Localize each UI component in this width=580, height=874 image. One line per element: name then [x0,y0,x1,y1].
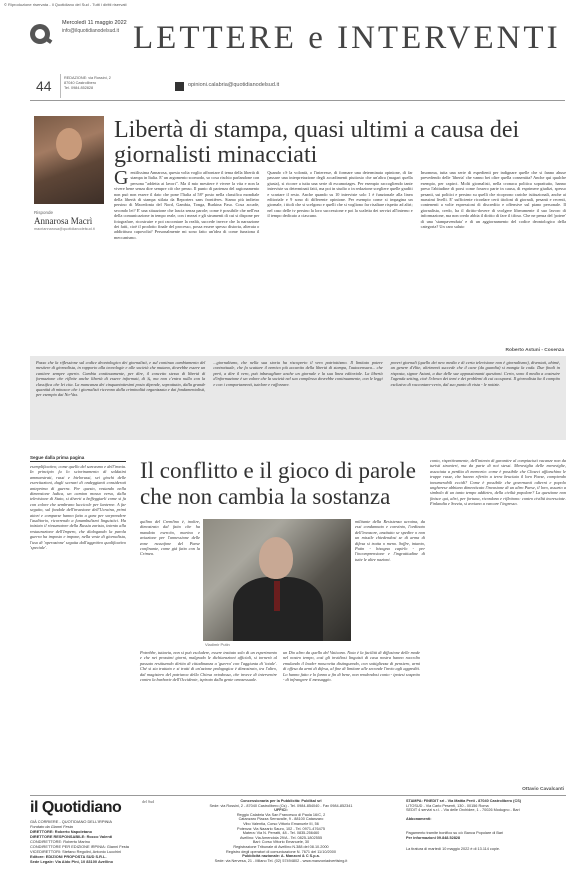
article1-column: Quando c'è la volontà, o l'interesse, di formare una determinata opinione, di far passare una interpretazione degli accadimenti piuttosto che un'altra (magari quella giusta), si ricorre a tutta una serie di escamotages. Per esempio raccogliendo tante interviste su determinati fatti, ma poi in studio o in redazione scegliere quelle graditi e scartare il resto. Anche quando su 10 interviste solo 1 è funzionale alla linea editoriale e 9 sono di differente opinione. Per esempio come si impagina un giornale, i titoli che si scelgono e quelli che si vogliono far risaltare rispetto ad altri; nel caso delle tv persino la loro successione e poi la scaletta dei servizi all'interno e il tempo dedicato a ciascuno. [267,170,413,219]
footer-line: Registrazione Tribunale di Avellino N.388 del 08.10.2000 [233,844,329,849]
footer-advertising-info [166,799,396,863]
article1-column: Insomma, tutta una serie di espedienti per indignare quelle che si fanno ahuse prevedendo delle 'liberta' che vanno bei oltre quella consentita? Anche qui qualche esempio, per capirci. Molti giornalisti, nella cronaca politica soprattutto, hanno preso l'abitudine di porsi come fossero parte in causa, di esprimere giudizi, spesso pesanti, sui politici e persino su quelli che ricoprono cariche istituzionali, anche ai massimi livelli. E' sufficiente ricordare certi titoloni di giornali, pesanti e recenti, contenenti a volte espressioni di discredito e offensive sul piano personale. Il giornalista, credo, ha il diritto-dovere di svolgere liberamente il suo lavoro di informazione, ma non credo abbia il diritto di fare il tifoso. Che ne pensa del 'potere' di una 'stampavenduta' e di un aggiornamento del codice deontologico della categoria? Un caro saluto [420,170,566,230]
masthead [0,14,580,104]
author-name: Annarosa Macrì [34,216,93,226]
redazione-line: REDAZIONE: via Rossini, 2 [64,76,111,80]
article2-column: militante della Resistenza ucraina, da essi condannato e convinto, l'ordinato dell'invasore, anzitutto se spedire o non un missile chiedendosi se di arma di difesa si tratta o meno. Soffre, intanto, Putin - bisogna capirlo - per l'incomprensione e l'ingratitudine di tutte le altre nazioni. [355,519,425,562]
footer-line: La tiratura di martedì 10 maggio 2022 è di 13.114 copie. [406,846,501,851]
redazione-line: 87040 Castrolibero [64,80,97,85]
footer-line: VICEDIRETTORI: Stefano Regolini, Antonio Lucchini [30,849,122,854]
footer-line: Pubblicità nazionale: A. Manzoni & C S.p.a. [242,854,320,859]
photo-figure-tie [274,581,280,611]
article1-headline: Libertà di stampa, quasi ultimi a causa dei giornalisti minacciati [114,117,520,168]
footer-line: Bari: Corso Vittorio Emanuele, 30 [252,840,310,845]
segue-label: Segue dalla prima pagina [30,455,85,460]
footer-line: Potenza: Via Nazario Sauro, 102 - Tel. 0971-476475 [237,826,325,831]
footer-line: Registro degli operatori di comunicazione N. 7671 del 11/10/2000 [226,849,336,854]
article1-col1-text: entilissima Annarosa, questa volta voglio affrontare il tema della libertà di stampa in Italia. E' un argomento scomodo, so cosa rischio parlandone con persona "addetta ai lavori". Ma il mio mestiere è vivere la vita e non la vivere bene senza dire sempre ciò che penso. Il punto di partenza del ragionamento non può non essere il dato che pone l'Italia al 58° posto nella classifica mondiale della libertà di stampa stilata da Reporters sans frontières. Siamo più indietro persino di Macedonia del Nord, Gambia, Tonga, Burkina Faso. Cosa accade, secondo lei? E' una situazione che lascia senza parole; come è possibile che nell'era della comunicazione in tempo reale, con i mezzi e gli strumenti di cui si dispone per fotografare, ricostruire e poi raccontare la realtà, succede invece che la narrazione dei fatti, cioè il prodotto finale del processo, possa essere spesso distorta, alterata o addirittura capovolta? Personalmente mi sono fatto un'idea di come funziona il meccanismo. [114,170,260,240]
footer-logo: il Quotidiano [30,799,122,816]
footer-logo-sub: del Sud [142,799,155,804]
footer-line: SEDIT 4 servizi s.r.l. - Via delle Orchidee, 1 - 70026 Modugno - Bari [406,808,520,813]
author-face [56,128,82,160]
author-email[interactable]: macriannarosa@quotidianodelsud.it [34,227,95,231]
article2-left-column: esemplificativo; come quello del sarcasmo e dell'ironia. In principio fu lo sciorinamento di soldatini ammaestrati, russi e bielorussi, sei giochi delle esercitazioni, dagli scenari di ondeggianti considerati anteprima di guerra. Per questo, restando nella dimensione ludica, un camion mosso verso, dalla televisione di Stato, si diverti a beffeggiarli come si fa con colore che sembrano luccicole per lanterne. A far seguito, sul fondale dell'invasione dell'Ucraina, primi attori e comparse hanno fatto a gara per sorprendere l'auditorio, ricorrendo a funambulismi linguistici. Ha iniziato il riesumatore della Russia zarista, intento alla restaurazione dell'Impero, che dialogando la parola guerra ha imposto e impone, nella veste di giornalista, l'uso di 'operazione' seguita dall'aggettivo qualificativo 'speciale'. [30,464,126,551]
footer-print-info [406,799,566,851]
photo-caption: Vladimir Putin [205,642,230,647]
footer-line: Concessionaria per la Pubblicità: Publikal srl [240,799,322,803]
info-email[interactable]: info@ilquotidianodelsud.it [62,28,120,34]
article2-signature: Ottavio Cavalcanti [522,787,564,792]
redazione-line: Tel. 0984.852828 [64,85,94,90]
footer-line: Avellino: Via Amendola 29/A - Tel. 0825-1802555 [239,835,323,840]
footer-line: CONDIRETTORE PER EDIZIONE IRPINIA: Gianni Festa [30,844,129,849]
footer-line: Editore: EDIZIONI PROPOSTA SUD S.R.L. [30,854,107,859]
reply-column: poveri giornali (quello dei new media e di certa televisione non è giornalismo), diventati, ahimè, un genere d'élite, altrimenti succede che il cane (da guardia) si mangia la coda. Due finali in risposta, signor Astuni, a due delle sue appassionanti questioni. Certo, sono il media a costruire l'agenda setting, cioè l'elenco dei temi e dei problemi di cui occuparsi. Il giornalista ha il compito esclusivo di raccontare-certo, dal suo punto di vista - le notizie. [390,360,560,387]
masthead-divider [30,100,565,101]
article2-column: Potrebbe, tuttavia, non si può escludere, essere trattato solo di un esperimento e che nei prossimi giorni, malgrado le dichiarazioni ufficiali, si tornerà al passato restituendo diritto di cittadinanza a 'guerra' con l'aggiunta di 'totale'. Ché si sia trattato e si tratti di un'azione pedagogica è dimostrato, tra l'altro, dal magistero del patriarca della Chiesa ortodossa, che invece di intervenire contro la barbarie dell'Occidente, ispirato dalla gente omosessuale. [140,650,277,683]
footer-line: Pagamento tramite bonifico su c/c Banca Popolare di Bari [406,831,504,836]
page-number: 44 [36,78,52,94]
quotidiano-logo-tail-icon [44,36,53,44]
footer-line: Per informazioni 09.848.52828 [406,835,461,840]
footer-line: Fondato da Gianni Festa [30,824,73,829]
footer-line: CONDIRETTORE: Roberto Marino [30,839,91,844]
article2-column: conto, rispettivamente, dell'intento di garantire al compiaciuti vacanze non da turisti stranieri, ma da parte di noi stessi. Meraviglia delle meraviglie, associata a perdita di memoria: come è possibile che Closeci affianchino le truppe russe, che hanno riferito a terra bruciata il loro Paese, compiendo innumerabili eccidi? Come è possibile che governanti odierni e popolo ungherese abbiano dimenticato l'invasione di un altro Paese, il loro, assurto a simbolo di un tanto tempo addietro, della civiltà popolare? La questione non finisce qui, altri, per fortuna, ricordano e riflettono: contro civiltà incresciate. Finlandia e Svezia, si avviano a varcare l'ingresso. [430,458,566,507]
section-title: LETTERE e INTERVENTI [133,20,561,56]
putin-photo [203,519,351,641]
footer-line: Vibo Valentia, Corso Vittorio Emanuele III, 56 [243,821,319,826]
footer-line: Catanzaro Piazza Serravalle, 9 - 88100 Catanzaro [238,817,324,822]
dropcap: G [114,167,129,189]
opinioni-email[interactable]: opinioni.calabria@quotidianodelsud.it [188,82,280,88]
page-number-divider [60,74,61,98]
article2-column: un Dio altro da quello del Vaticano. Nota è la facilità di diffusione delle mode nel nostro tempo, così gli invidiosi linguisti di casa nostra hanno raccolto emulando il leader moscovita distinguendo, con sottigliezza di pensiero, armi di offesa da armi di difesa, al fine di limitare alle seconde l'invio agli aggrediti. Lo hanno fatto e lo fanno a fin di bene, non rendendosi conto - ipotesi sospetto - di infrangere il messaggio. [283,650,420,683]
footer-line: Abbonamenti: [406,816,432,821]
footer-line: LITOSUD - Via Carlo Pesenti, 130 - 00156 Roma [406,803,489,808]
footer-line: UFFICI: [274,808,288,813]
reply-column: ...giornalismo, che nella sua storia ha riscoperto il vero patriottismo. Il limitato potere contrattuale, che fa scattare il nemico più accanito della libertà di stampa, l'autocensura... che però, a dire il vero, può inbavagliare anche un giornale e la sua linea editoriale. La libertà d'informazione è un valore che la società nel suo complesso dovrebbe continuamente, con le leggi e con i comportamenti, tutelare e rafforzare. [213,360,383,387]
footer-divider [30,795,566,796]
footer-line: Sede Legale: Via Aldo Pini, 10 83100 Avellino [30,859,113,864]
footer-line: Reggio Calabria Via San Francesco di Paola 16/C, 2 [236,812,326,817]
article2-column: quilino del Cremlino è, inoltre, dimostrato dal fatto che ha mandato esercito, marina e aviazione per l'annessione delle zone russofone del Paese confinante, come già fatto con la Crimea. [140,519,200,557]
top-note: © Riproduzione riservata - Il Quotidiano del Sud - Tutti i diritti riservati [4,2,127,7]
email-square-icon [175,82,184,91]
footer-line: DIRETTORE RESPONSABILE: Rocco Valenti [30,834,113,839]
photo-figure-head [259,537,293,579]
segue-divider [30,461,126,462]
footer-line: GIÀ CORRIERE - QUOTIDIANO DELL'IRPINIA [30,819,113,824]
risponde-label: Risponde [34,210,54,215]
footer-line: DIRETTORE: Roberto Napoletano [30,829,92,834]
issue-date: Mercoledì 11 maggio 2022 [62,20,127,26]
colophon [30,797,566,872]
reply-column: Passo che la riflessione sul codice deontologico dei giornalisti, e sul continuo cambiamento del mestiere di giornalista, in rapporto alla tecnologie e alle società che mutano, dovrebbe essere un cantiere sempre aperto. Cambia continuamente, per dire, il concetto stesso di libertà di formazione che riflette anche libertà di essere informati, di ¾, ma non c'entra nulla con la classifica che lei cita. La mancanza dei cinquantottesimi posto dipende, soprattutto, dalla grande quantità di minacce che i giornalisti ricevono dalla criminalità organizzata e dai fondamentalisti, per esempio dai No-Vax. [36,360,206,398]
article1-body [114,167,566,348]
footer-line: STAMPA: FINEDIT srl - Via Mattia Preti - 87040 Castrolibero (CS) [406,799,521,803]
redazione-address [64,76,111,90]
footer-editorial-staff [30,819,148,864]
reply-box [30,356,566,440]
footer-line: Matera: Via N. Perratti, 48 - Tel. 0835-256460 [242,831,320,836]
footer-line: Sede: via Rossini, 2 - 87040 Castrolibero (Cs) - Tel. 0984-854040 - Fax 0984-852341 [209,803,353,808]
letter-signature: Roberto Astuni - Cosenza [505,348,564,353]
footer-line: Sede: via Nervesa, 21 - Milano Tel. (02) 57494802 - www.manzoniadvertising.it [214,858,348,863]
article1-column [114,167,260,348]
article2-headline: Il conflitto e il gioco di parole che non cambia la sostanza [140,458,416,509]
